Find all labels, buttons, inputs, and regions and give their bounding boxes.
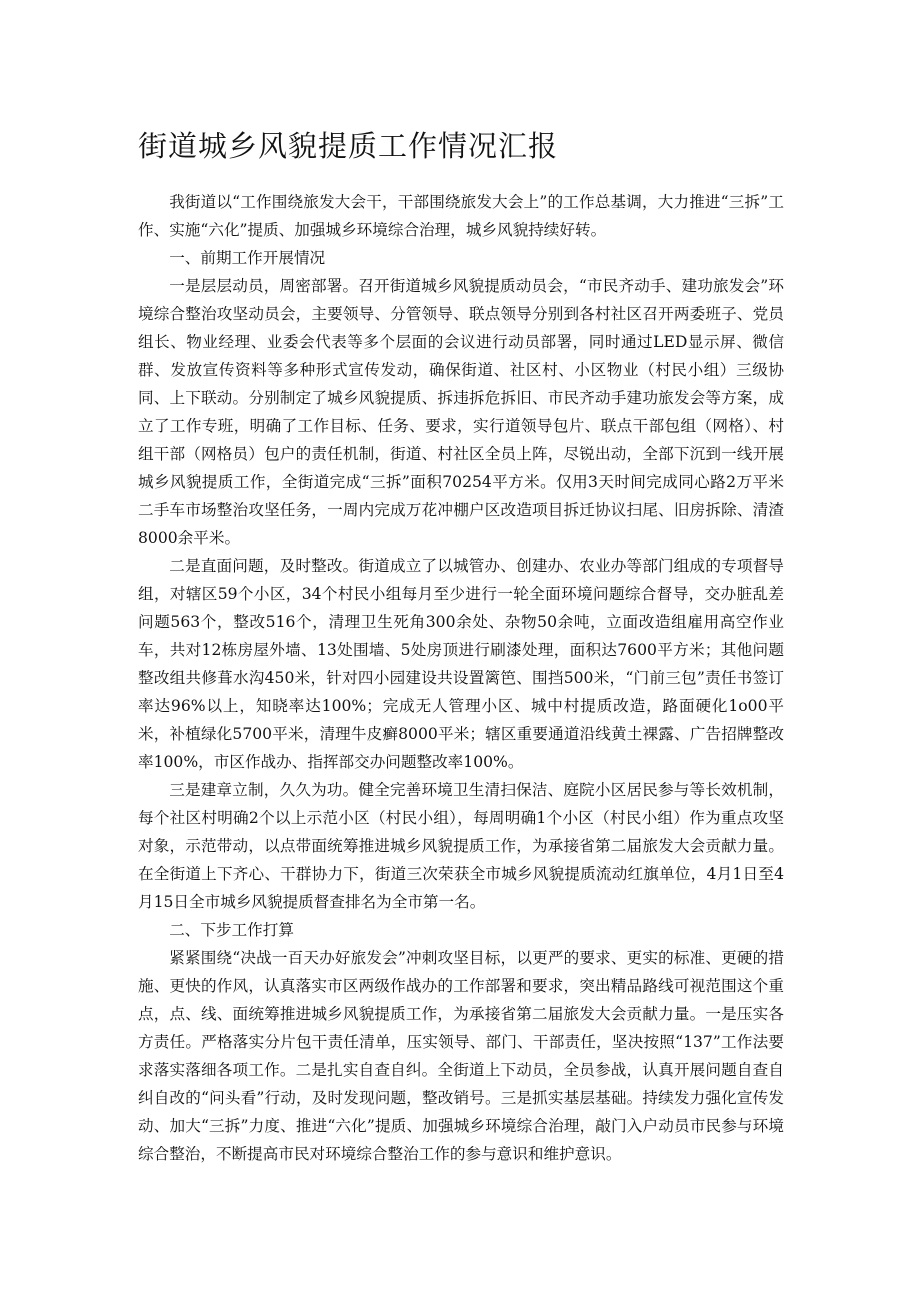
paragraph-next-steps: 紧紧围绕“决战一百天办好旅发会”冲刺攻坚目标，以更严的要求、更实的标准、更硬的措施、更快的作风，认真落实市区两级作战办的工作部署和要求，突出精品路线可视范围这个重点，点、线、面统筹推进城乡风貌提质工作，为承接省第二届旅发大会贡献力量。一是压实各方责任。严格落实分片包干责任清单，压实领导、部门、干部责任，坚决按照“137”工作法要求落实落细各项工作。二是扎实自查自纠。全街道上下动员，全员参战，认真开展问题自查自纠自改的“问头看”行动，及时发现问题，整改销号。三是抓实基层基础。持续发力强化宣传发动、加大“三拆”力度、推进“六化”提质、加强城乡环境综合治理，敲门入户动员市民参与环境综合整治，不断提高市民对环境综合整治工作的参与意识和维护意识。 bbox=[138, 949, 784, 1163]
section-heading-1: 一、前期工作开展情况 bbox=[169, 249, 326, 267]
document-page bbox=[138, 124, 784, 1168]
paragraph-rectification: 二是直面问题，及时整改。街道成立了以城管办、创建办、农业办等部门组成的专项督导组，对辖区59个小区，34个村民小组每月至少进行一轮全面环境问题综合督导，交办脏乱差问题563个，整改516个，清理卫生死角300余处、杂物50余吨，立面改造组雇用高空作业车，共对12栋房屋外墙、13处围墙、5处房顶进行刷漆处理，面积达7600平方米；其他问题整改组共修葺水沟450米，针对四小园建设共设置篱笆、围挡500米，“门前三包”责任书签订率达96%以上，知晓率达100%；完成无人管理小区、城中村提质改造，路面硬化1o00平米，补植绿化5700平米，清理牛皮癣8000平米；辖区重要通道沿线黄土裸露、广告招牌整改率100%，市区作战办、指挥部交办问题整改率100%。 bbox=[138, 557, 784, 771]
paragraph-mechanism: 三是建章立制，久久为功。健全完善环境卫生清扫保洁、庭院小区居民参与等长效机制，每个社区村明确2个以上示范小区（村民小组），每周明确1个小区（村民小组）作为重点攻坚对象，示范带动，以点带面统筹推进城乡风貌提质工作，为承接省第二届旅发大会贡献力量。在全街道上下齐心、干群协力下，街道三次荣获全市城乡风貌提质流动红旗单位，4月1日至4月15日全市城乡风貌提质督查排名为全市第一名。 bbox=[138, 781, 784, 911]
paragraph-mobilization: 一是层层动员，周密部署。召开街道城乡风貌提质动员会，“市民齐动手、建功旅发会”环境综合整治攻坚动员会，主要领导、分管领导、联点领导分别到各村社区召开两委班子、党员组长、物业经理、业委会代表等多个层面的会议进行动员部署，同时通过LED显示屏、微信群、发放宣传资料等多种形式宣传发动，确保街道、社区村、小区物业（村民小组）三级协同、上下联动。分别制定了城乡风貌提质、拆违拆危拆旧、市民齐动手建功旅发会等方案，成立了工作专班，明确了工作目标、任务、要求，实行道领导包片、联点干部包组（网格）、村组干部（网格员）包户的责任机制，街道、村社区全员上阵，尽锐出动，全部下沉到一线开展城乡风貌提质工作，全街道完成“三拆”面积70254平方米。仅用3天时间完成同心路2万平米二手车市场整治攻坚任务，一周内完成万花冲棚户区改造项目拆迁协议扫尾、旧房拆除、清渣8000余平米。 bbox=[138, 277, 784, 547]
paragraph-intro: 我街道以“工作围绕旅发大会干，干部围绕旅发大会上”的工作总基调，大力推进“三拆”工作、实施“六化”提质、加强城乡环境综合治理，城乡风貌持续好转。 bbox=[138, 193, 784, 239]
document-title: 街道城乡风貌提质工作情况汇报 bbox=[138, 129, 559, 163]
section-heading-2: 二、下步工作打算 bbox=[169, 921, 294, 939]
